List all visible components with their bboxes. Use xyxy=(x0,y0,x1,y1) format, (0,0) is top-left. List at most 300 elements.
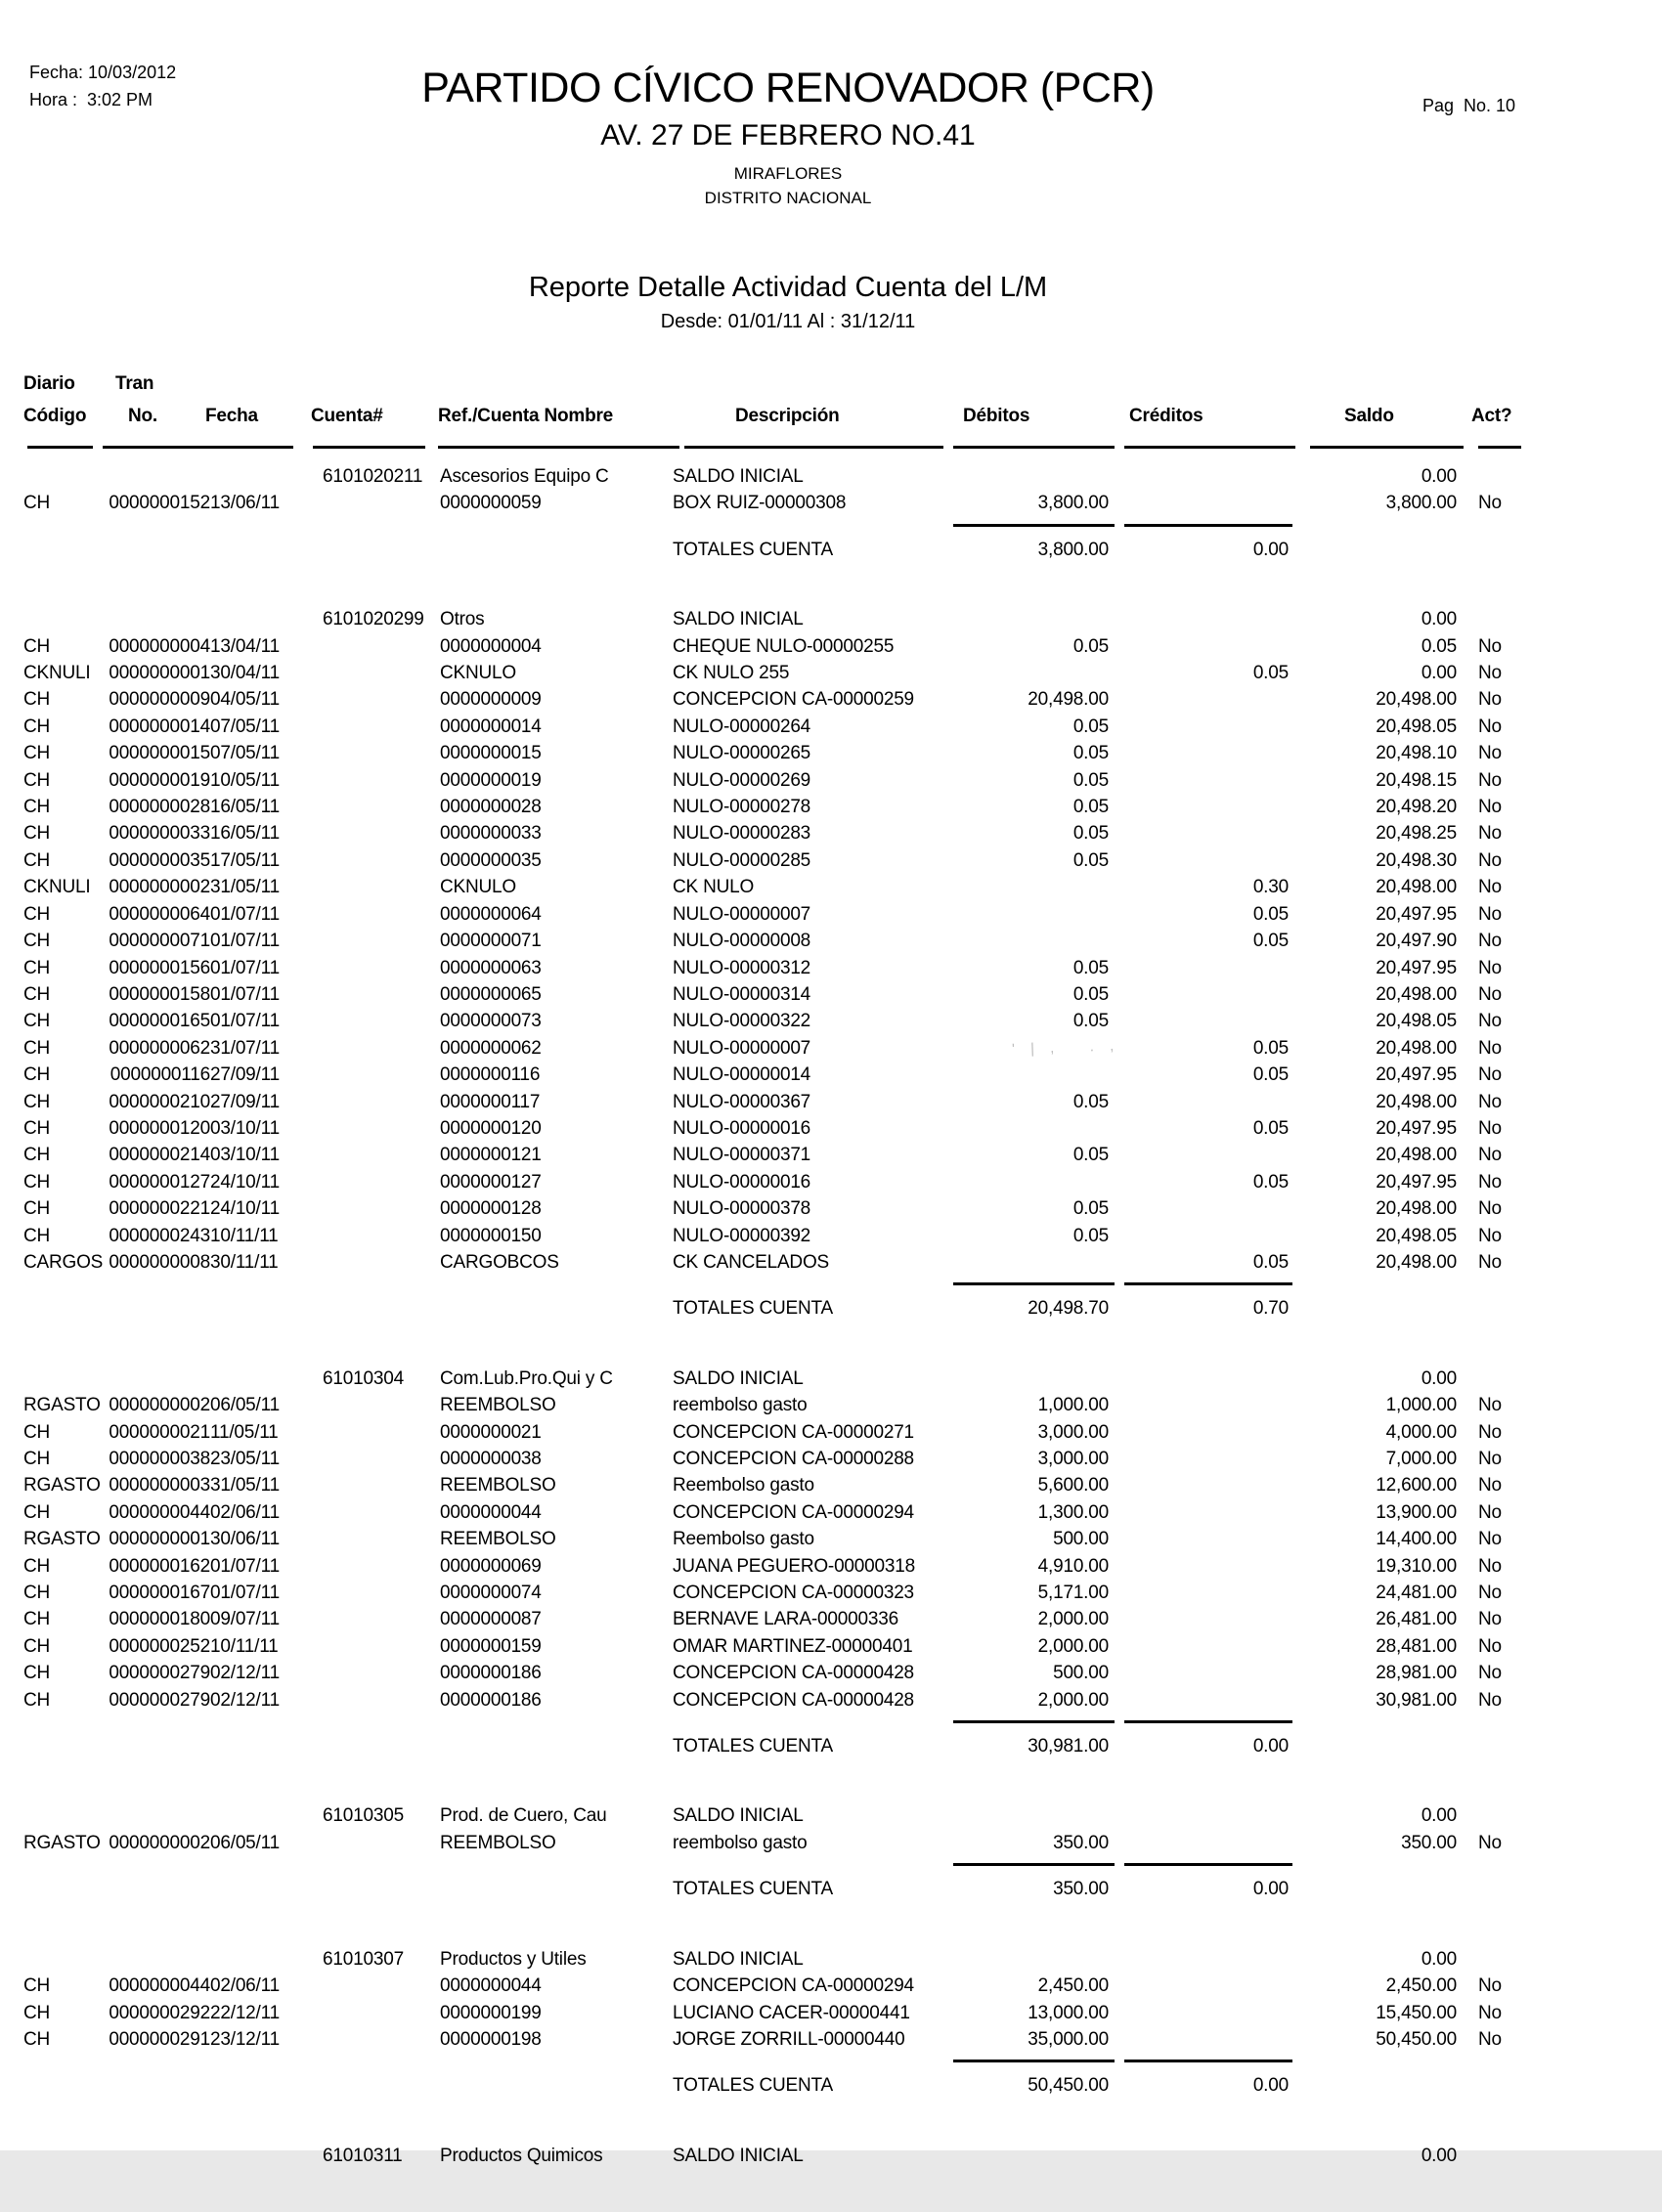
cell-descripcion: TOTALES CUENTA xyxy=(673,1298,834,1320)
cell-creditos: 0.05 xyxy=(1252,663,1289,684)
cell-act xyxy=(1457,1733,1515,1759)
cell-debitos: 0.05 xyxy=(1072,1145,1109,1166)
cell-act: No xyxy=(1478,769,1502,791)
cell-debitos xyxy=(937,1946,1109,1973)
totals-rule-debitos xyxy=(953,1720,1115,1723)
account-header-row xyxy=(0,1946,1662,1973)
cell-debitos xyxy=(937,463,1109,490)
cell-descripcion: NULO-00000007 xyxy=(673,1037,811,1059)
cell-ref-cuenta-nombre: 0000000064 xyxy=(440,903,542,925)
cell-tran-no: 0000000002 xyxy=(109,877,210,898)
transaction-row xyxy=(0,874,1662,900)
cell-act: No xyxy=(1478,983,1502,1005)
cell-diario-codigo: CH xyxy=(23,1037,51,1059)
cell-ref-cuenta-nombre: 0000000019 xyxy=(440,769,542,791)
cell-cuenta xyxy=(321,2000,435,2026)
cell-descripcion: reembolso gasto xyxy=(673,1395,808,1416)
cell-ref-cuenta-nombre xyxy=(435,1733,673,1759)
column-rule-cuenta xyxy=(313,446,425,449)
cell-descripcion: SALDO INICIAL xyxy=(673,2145,804,2166)
cell-debitos: 0.05 xyxy=(1072,983,1109,1005)
cell-diario-codigo: CH xyxy=(23,1225,51,1246)
cell-ref-cuenta-nombre xyxy=(435,1295,673,1322)
cell-saldo: 0.05 xyxy=(1421,635,1457,657)
cell-descripcion: CONCEPCION CA-00000428 xyxy=(673,1689,914,1711)
cell-act: No xyxy=(1478,1449,1502,1469)
cell-fecha: 02/06/11 xyxy=(210,1501,280,1523)
cell-cuenta xyxy=(321,1553,435,1580)
column-rule-creditos xyxy=(1124,446,1295,449)
cell-act: No xyxy=(1478,2002,1502,2023)
cell-ref-cuenta-nombre: 0000000035 xyxy=(440,849,542,871)
cell-ref-cuenta-nombre: Prod. de Cuero, Cau xyxy=(440,1805,607,1827)
column-rule-debitos xyxy=(953,446,1115,449)
cell-debitos: 5,600.00 xyxy=(1037,1475,1109,1496)
cell-cuenta xyxy=(321,1169,435,1195)
cell-tran-no: 0000000165 xyxy=(109,1011,210,1032)
cell-tran-no: 0000000292 xyxy=(109,2002,210,2023)
cell-debitos: 1,000.00 xyxy=(1037,1395,1109,1416)
transaction-row xyxy=(0,633,1662,660)
cell-act: No xyxy=(1478,1117,1502,1139)
cell-saldo: 2,450.00 xyxy=(1385,1975,1457,1997)
cell-cuenta xyxy=(321,794,435,820)
cell-creditos: 0.05 xyxy=(1252,903,1289,925)
cell-debitos xyxy=(937,1062,1109,1088)
cell-act: No xyxy=(1478,689,1502,711)
cell-cuenta xyxy=(321,767,435,794)
cell-saldo: 20,497.95 xyxy=(1376,903,1457,925)
cell-act: No xyxy=(1478,493,1502,514)
cell-ref-cuenta-nombre: Otros xyxy=(440,609,485,630)
cell-fecha: 06/05/11 xyxy=(210,1832,280,1853)
cell-descripcion: NULO-00000008 xyxy=(673,931,811,952)
cell-saldo: 20,498.30 xyxy=(1376,849,1457,871)
account-section xyxy=(0,606,1662,1323)
totals-row xyxy=(0,1876,1662,1902)
cell-act: No xyxy=(1478,849,1502,871)
cell-descripcion: NULO-00000016 xyxy=(673,1117,811,1139)
cell-tran-no: 0000000279 xyxy=(109,1689,210,1711)
report-date-range: Desde: 01/01/11 Al : 31/12/11 xyxy=(660,311,916,332)
cell-creditos xyxy=(1109,1089,1289,1115)
cell-fecha: 01/07/11 xyxy=(210,1555,280,1577)
cell-descripcion: NULO-00000367 xyxy=(673,1091,811,1112)
cell-saldo xyxy=(1289,1876,1457,1902)
cell-saldo: 0.00 xyxy=(1421,466,1457,487)
cell-cuenta: 61010307 xyxy=(323,1948,404,1970)
cell-cuenta xyxy=(321,1499,435,1526)
cell-ref-cuenta-nombre: 0000000065 xyxy=(440,983,542,1005)
cell-descripcion: CK CANCELADOS xyxy=(673,1251,829,1273)
cell-act: No xyxy=(1478,1832,1502,1853)
cell-descripcion: NULO-00000265 xyxy=(673,743,811,764)
cell-fecha: 23/12/11 xyxy=(210,2028,280,2050)
cell-cuenta xyxy=(321,1249,435,1276)
cell-diario-codigo: CH xyxy=(23,769,51,791)
cell-diario-codigo: RGASTO xyxy=(23,1529,101,1550)
cell-diario-codigo: CH xyxy=(23,1171,51,1193)
cell-fecha: 13/06/11 xyxy=(210,493,280,514)
cell-tran-no: 0000000279 xyxy=(109,1663,210,1684)
cell-cuenta xyxy=(321,1062,435,1088)
cell-saldo: 14,400.00 xyxy=(1376,1529,1457,1550)
cell-cuenta xyxy=(321,1089,435,1115)
cell-fecha: 01/07/11 xyxy=(210,931,280,952)
transaction-row xyxy=(0,1249,1662,1276)
cell-debitos: 500.00 xyxy=(1053,1529,1109,1550)
cell-fecha xyxy=(210,1295,321,1322)
cell-cuenta xyxy=(321,1035,435,1062)
cell-act xyxy=(1457,463,1515,490)
cell-descripcion: SALDO INICIAL xyxy=(673,1948,804,1970)
cell-act: No xyxy=(1478,635,1502,657)
cell-cuenta xyxy=(321,1295,435,1322)
report-title: Reporte Detalle Actividad Cuenta del L/M xyxy=(528,272,1048,303)
cell-fecha: 01/07/11 xyxy=(210,957,280,978)
cell-tran-no: 0000000004 xyxy=(109,635,210,657)
cell-creditos xyxy=(1109,1142,1289,1168)
cell-debitos: 500.00 xyxy=(1053,1663,1109,1684)
transaction-row xyxy=(0,1419,1662,1446)
cell-saldo: 24,481.00 xyxy=(1376,1583,1457,1604)
cell-act: No xyxy=(1478,797,1502,818)
cell-descripcion: CHEQUE NULO-00000255 xyxy=(673,635,895,657)
column-rule-act xyxy=(1478,446,1521,449)
cell-fecha: 17/05/11 xyxy=(210,849,280,871)
cell-debitos: 0.05 xyxy=(1072,823,1109,845)
cell-fecha: 23/05/11 xyxy=(210,1449,280,1469)
cell-fecha: 11/05/11 xyxy=(210,1421,279,1443)
cell-debitos xyxy=(937,2143,1109,2169)
cell-ref-cuenta-nombre xyxy=(435,537,673,563)
cell-act: No xyxy=(1478,1609,1502,1630)
cell-descripcion: Reembolso gasto xyxy=(673,1475,814,1496)
cell-descripcion: NULO-00000378 xyxy=(673,1198,811,1220)
cell-descripcion: SALDO INICIAL xyxy=(673,466,804,487)
cell-descripcion: NULO-00000014 xyxy=(673,1064,811,1086)
cell-debitos xyxy=(937,1115,1109,1142)
column-rule-diario xyxy=(27,446,93,449)
cell-act xyxy=(1457,2072,1515,2099)
cell-saldo xyxy=(1289,1295,1457,1322)
cell-fecha: 31/07/11 xyxy=(210,1037,280,1059)
cell-fecha: 03/10/11 xyxy=(210,1117,280,1139)
cell-descripcion: NULO-00000016 xyxy=(673,1171,811,1193)
cell-diario-codigo xyxy=(0,606,102,632)
cell-act: No xyxy=(1478,1011,1502,1032)
cell-tran-no: 0000000038 xyxy=(109,1449,210,1469)
cell-descripcion: NULO-00000322 xyxy=(673,1011,811,1032)
cell-diario-codigo: RGASTO xyxy=(23,1475,101,1496)
totals-rule-row xyxy=(0,1276,1662,1291)
cell-debitos: 3,800.00 xyxy=(1037,539,1109,560)
cell-debitos: 3,000.00 xyxy=(1037,1449,1109,1469)
cell-descripcion: NULO-00000278 xyxy=(673,797,811,818)
cell-ref-cuenta-nombre: Ascesorios Equipo C xyxy=(440,466,609,487)
cell-tran-no: 0000000014 xyxy=(109,716,210,737)
cell-ref-cuenta-nombre: 0000000021 xyxy=(440,1421,542,1443)
cell-descripcion: TOTALES CUENTA xyxy=(673,1879,834,1900)
transaction-row xyxy=(0,1687,1662,1713)
cell-saldo: 15,450.00 xyxy=(1376,2002,1457,2023)
cell-diario-codigo: CH xyxy=(23,1609,51,1630)
totals-row xyxy=(0,1295,1662,1322)
cell-tran-no: 0000000120 xyxy=(109,1117,210,1139)
cell-descripcion: CONCEPCION CA-00000271 xyxy=(673,1421,914,1443)
cell-tran-no xyxy=(102,2143,210,2169)
transaction-row xyxy=(0,660,1662,686)
totals-row xyxy=(0,537,1662,563)
cell-saldo: 7,000.00 xyxy=(1385,1449,1457,1469)
transaction-row xyxy=(0,740,1662,766)
cell-debitos: 0.05 xyxy=(1072,769,1109,791)
cell-descripcion: NULO-00000264 xyxy=(673,716,811,737)
cell-saldo: 20,497.90 xyxy=(1376,931,1457,952)
transaction-row xyxy=(0,714,1662,740)
header-saldo: Saldo xyxy=(1344,406,1394,426)
cell-act: No xyxy=(1478,1198,1502,1220)
cell-ref-cuenta-nombre: 0000000063 xyxy=(440,957,542,978)
cell-diario-codigo: CH xyxy=(23,797,51,818)
account-section xyxy=(0,463,1662,563)
header-ref-cuenta-nombre: Ref./Cuenta Nombre xyxy=(438,406,614,426)
print-date: Fecha: 10/03/2012 xyxy=(29,63,177,82)
header-diario-line1: Diario xyxy=(23,373,75,394)
transaction-row xyxy=(0,1660,1662,1686)
cell-creditos xyxy=(1109,1223,1289,1249)
cell-diario-codigo xyxy=(0,1733,102,1759)
cell-act: No xyxy=(1478,931,1502,952)
cell-diario-codigo: CH xyxy=(23,903,51,925)
cell-creditos xyxy=(1109,2000,1289,2026)
cell-debitos: 5,171.00 xyxy=(1037,1583,1109,1604)
cell-creditos xyxy=(1109,1419,1289,1446)
cell-diario-codigo xyxy=(0,1366,102,1392)
cell-debitos: 2,000.00 xyxy=(1037,1635,1109,1657)
cell-creditos xyxy=(1109,1392,1289,1418)
cell-ref-cuenta-nombre: 0000000038 xyxy=(440,1449,542,1469)
cell-tran-no: 0000000116 xyxy=(109,1064,210,1086)
cell-saldo: 20,498.05 xyxy=(1376,716,1457,737)
cell-act: No xyxy=(1478,1583,1502,1604)
column-rule-descripcion xyxy=(684,446,943,449)
cell-cuenta xyxy=(321,981,435,1008)
cell-descripcion: NULO-00000371 xyxy=(673,1145,811,1166)
cell-ref-cuenta-nombre: 0000000028 xyxy=(440,797,542,818)
cell-creditos xyxy=(1109,714,1289,740)
cell-descripcion: LUCIANO CACER-00000441 xyxy=(673,2002,910,2023)
cell-creditos: 0.05 xyxy=(1252,931,1289,952)
cell-diario-codigo: CH xyxy=(23,1145,51,1166)
transaction-row xyxy=(0,1195,1662,1222)
column-rule-tran xyxy=(103,446,217,449)
cell-tran-no: 0000000033 xyxy=(109,823,210,845)
cell-debitos xyxy=(937,1802,1109,1829)
cell-debitos: 0.05 xyxy=(1072,1198,1109,1220)
transaction-row xyxy=(0,847,1662,874)
cell-creditos xyxy=(1109,633,1289,660)
account-header-row xyxy=(0,463,1662,490)
cell-saldo: 20,498.05 xyxy=(1376,1011,1457,1032)
account-header-row xyxy=(0,1366,1662,1392)
cell-creditos xyxy=(1109,1195,1289,1222)
cell-ref-cuenta-nombre: 0000000087 xyxy=(440,1609,542,1630)
header-fecha: Fecha xyxy=(205,406,258,426)
cell-descripcion: CONCEPCION CA-00000428 xyxy=(673,1663,914,1684)
cell-debitos: 350.00 xyxy=(1053,1879,1109,1900)
cell-debitos: 0.05 xyxy=(1072,1091,1109,1112)
cell-act xyxy=(1457,1946,1515,1973)
cell-diario-codigo xyxy=(0,2143,102,2169)
cell-saldo: 20,498.00 xyxy=(1376,1091,1457,1112)
transaction-row xyxy=(0,1115,1662,1142)
cell-descripcion: OMAR MARTINEZ-00000401 xyxy=(673,1635,913,1657)
cell-tran-no: 0000000243 xyxy=(109,1225,210,1246)
cell-act: No xyxy=(1478,1529,1502,1550)
cell-ref-cuenta-nombre: 0000000062 xyxy=(440,1037,542,1059)
transaction-row xyxy=(0,1830,1662,1856)
cell-fecha xyxy=(210,1876,321,1902)
cell-fecha: 10/05/11 xyxy=(210,769,280,791)
cell-creditos xyxy=(1109,1606,1289,1632)
transaction-row xyxy=(0,1633,1662,1660)
cell-fecha: 01/07/11 xyxy=(210,1011,280,1032)
cell-debitos: 20,498.70 xyxy=(1028,1298,1109,1320)
cell-ref-cuenta-nombre: 0000000128 xyxy=(440,1198,542,1220)
scan-artifact: ' | , . , xyxy=(1011,1037,1120,1059)
cell-cuenta xyxy=(321,1195,435,1222)
cell-tran-no: 0000000062 xyxy=(109,1037,210,1059)
cell-diario-codigo: CH xyxy=(23,493,51,514)
totals-rule-creditos xyxy=(1124,524,1292,527)
cell-act xyxy=(1457,537,1515,563)
cell-descripcion: BOX RUIZ-00000308 xyxy=(673,493,847,514)
cell-diario-codigo: CH xyxy=(23,689,51,711)
cell-ref-cuenta-nombre: 0000000069 xyxy=(440,1555,542,1577)
totals-rule-row xyxy=(0,1856,1662,1872)
cell-ref-cuenta-nombre: 0000000033 xyxy=(440,823,542,845)
cell-creditos xyxy=(1109,1472,1289,1498)
transaction-row xyxy=(0,1142,1662,1168)
cell-tran-no: 0000000291 xyxy=(109,2028,210,2050)
header-cuenta: Cuenta# xyxy=(311,406,383,426)
cell-ref-cuenta-nombre: 0000000198 xyxy=(440,2028,542,2050)
cell-descripcion: Reembolso gasto xyxy=(673,1529,814,1550)
cell-tran-no: 0000000071 xyxy=(109,931,210,952)
cell-creditos xyxy=(1109,1973,1289,1999)
cell-tran-no: 0000000003 xyxy=(109,1475,210,1496)
cell-debitos: 2,000.00 xyxy=(1037,1689,1109,1711)
cell-debitos: 4,910.00 xyxy=(1037,1555,1109,1577)
report-body xyxy=(0,463,1662,2212)
cell-cuenta xyxy=(321,1472,435,1498)
cell-ref-cuenta-nombre: REEMBOLSO xyxy=(440,1832,556,1853)
cell-descripcion: CONCEPCION CA-00000259 xyxy=(673,689,914,711)
totals-rule-row xyxy=(0,517,1662,533)
cell-saldo: 20,497.95 xyxy=(1376,1064,1457,1086)
cell-saldo: 20,497.95 xyxy=(1376,1171,1457,1193)
cell-fecha: 07/05/11 xyxy=(210,716,280,737)
cell-ref-cuenta-nombre: 0000000150 xyxy=(440,1225,542,1246)
totals-rule-debitos xyxy=(953,2060,1115,2062)
cell-debitos: 0.05 xyxy=(1072,1011,1109,1032)
cell-tran-no xyxy=(102,1802,210,1829)
cell-descripcion: JUANA PEGUERO-00000318 xyxy=(673,1555,915,1577)
cell-cuenta xyxy=(321,1392,435,1418)
cell-saldo: 12,600.00 xyxy=(1376,1475,1457,1496)
cell-act: No xyxy=(1478,1037,1502,1059)
cell-saldo: 50,450.00 xyxy=(1376,2028,1457,2050)
cell-ref-cuenta-nombre: 0000000186 xyxy=(440,1663,542,1684)
cell-fecha xyxy=(210,606,321,632)
cell-diario-codigo: CH xyxy=(23,849,51,871)
organization-name: PARTIDO CÍVICO RENOVADOR (PCR) xyxy=(421,65,1155,111)
cell-cuenta xyxy=(321,1733,435,1759)
cell-creditos: 0.05 xyxy=(1252,1037,1289,1059)
cell-fecha: 06/05/11 xyxy=(210,1395,280,1416)
cell-tran-no: 0000000028 xyxy=(109,797,210,818)
cell-tran-no: 0000000127 xyxy=(109,1171,210,1193)
cell-creditos xyxy=(1109,1008,1289,1034)
cell-creditos xyxy=(1109,1366,1289,1392)
cell-act: No xyxy=(1478,1064,1502,1086)
cell-descripcion: CK NULO 255 xyxy=(673,663,790,684)
cell-cuenta xyxy=(321,1223,435,1249)
cell-debitos xyxy=(937,1169,1109,1195)
cell-debitos xyxy=(937,1249,1109,1276)
totals-rule-debitos xyxy=(953,524,1115,527)
transaction-row xyxy=(0,955,1662,981)
cell-cuenta xyxy=(321,1446,435,1472)
cell-debitos: 3,800.00 xyxy=(1037,493,1109,514)
cell-debitos: 0.05 xyxy=(1072,635,1109,657)
cell-debitos xyxy=(937,928,1109,954)
totals-rule-creditos xyxy=(1124,1282,1292,1285)
cell-diario-codigo xyxy=(0,1946,102,1973)
cell-saldo: 4,000.00 xyxy=(1385,1421,1457,1443)
cell-fecha: 27/09/11 xyxy=(210,1091,280,1112)
cell-ref-cuenta-nombre: Productos y Utiles xyxy=(440,1948,587,1970)
cell-saldo: 20,498.25 xyxy=(1376,823,1457,845)
transaction-row xyxy=(0,1499,1662,1526)
cell-creditos: 0.30 xyxy=(1252,877,1289,898)
cell-diario-codigo: CH xyxy=(23,716,51,737)
cell-descripcion: NULO-00000283 xyxy=(673,823,811,845)
cell-ref-cuenta-nombre: 0000000074 xyxy=(440,1583,542,1604)
cell-ref-cuenta-nombre: 0000000159 xyxy=(440,1635,542,1657)
cell-cuenta xyxy=(321,1008,435,1034)
cell-ref-cuenta-nombre xyxy=(435,2072,673,2099)
cell-cuenta xyxy=(321,1876,435,1902)
cell-saldo: 0.00 xyxy=(1421,609,1457,630)
cell-tran-no: 0000000221 xyxy=(109,1198,210,1220)
cell-cuenta xyxy=(321,2026,435,2053)
account-header-row xyxy=(0,606,1662,632)
column-rule-ref xyxy=(438,446,679,449)
cell-cuenta: 6101020211 xyxy=(323,466,423,487)
cell-diario-codigo: CH xyxy=(23,1635,51,1657)
cell-diario-codigo xyxy=(0,2072,102,2099)
cell-creditos: 0.05 xyxy=(1252,1171,1289,1193)
cell-ref-cuenta-nombre: Productos Quimicos xyxy=(440,2145,603,2166)
cell-creditos xyxy=(1109,820,1289,846)
header-descripcion: Descripción xyxy=(735,406,840,426)
cell-cuenta xyxy=(321,1973,435,1999)
cell-cuenta xyxy=(321,820,435,846)
account-section xyxy=(0,1946,1662,2100)
cell-diario-codigo: CH xyxy=(23,931,51,952)
